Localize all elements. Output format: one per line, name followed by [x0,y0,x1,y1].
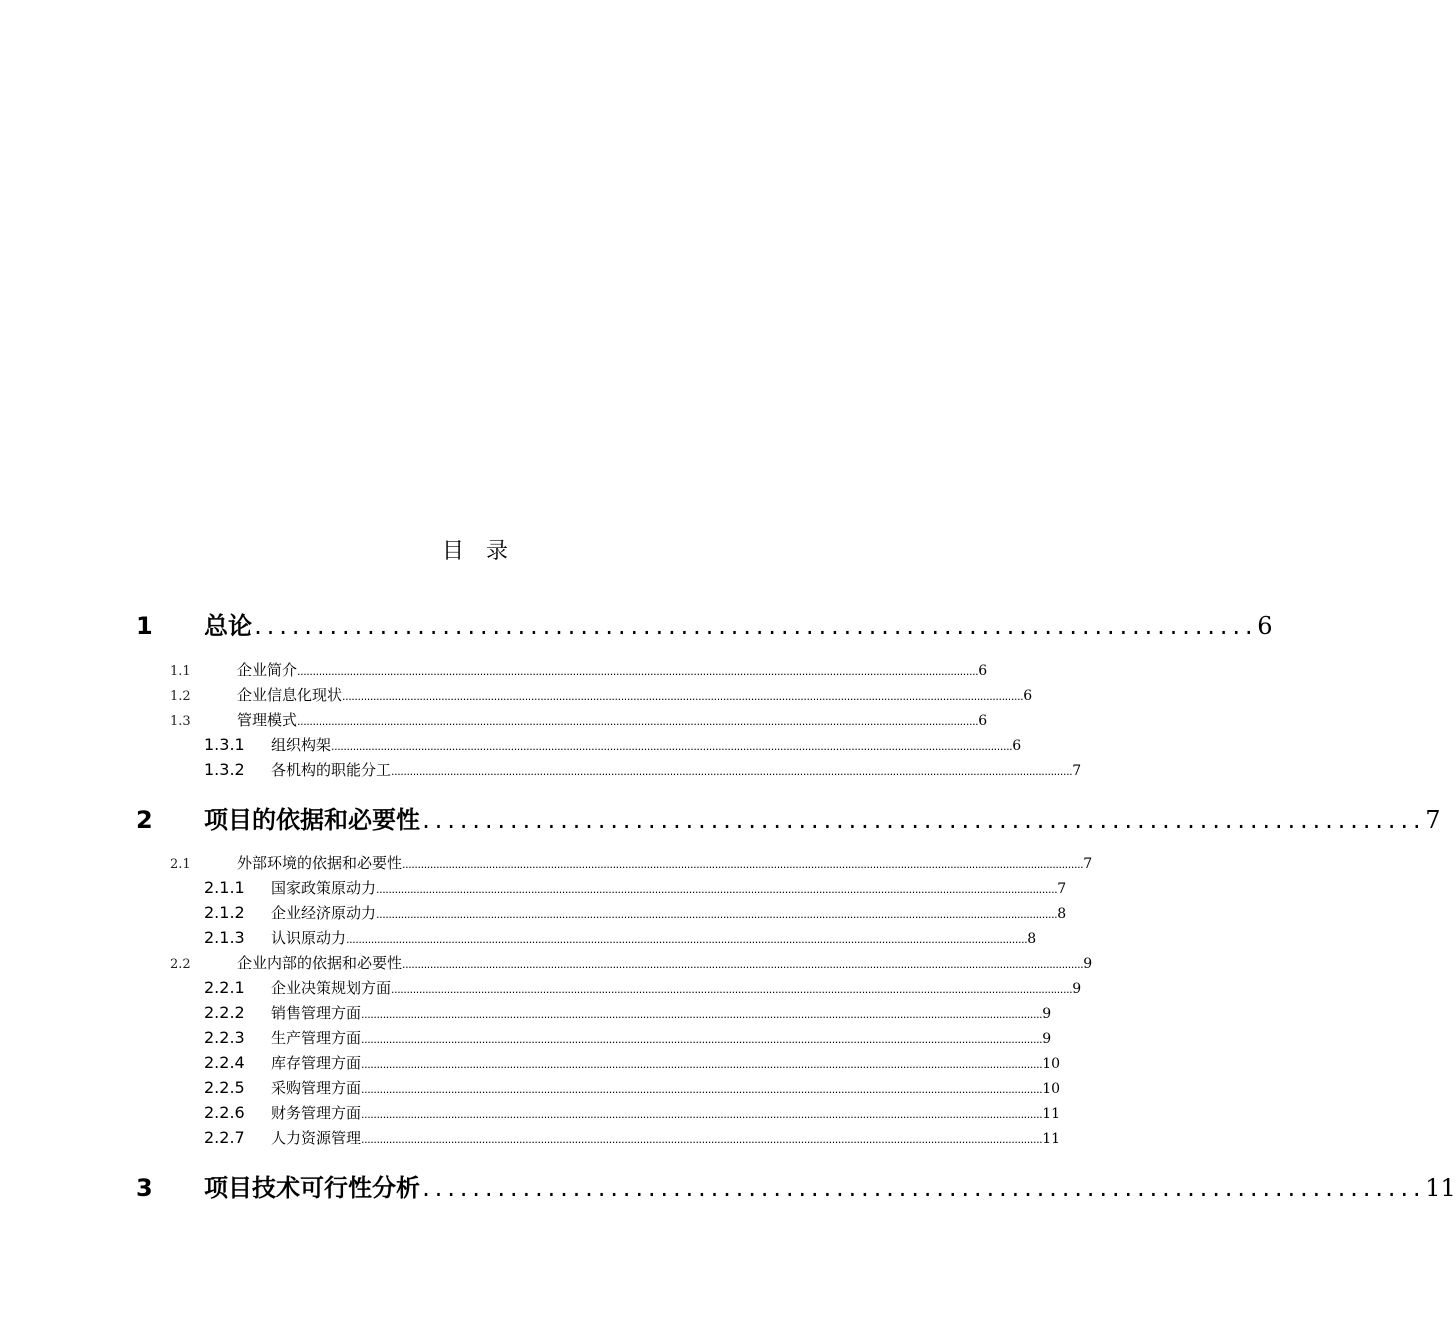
toc-dot-leader: ................................................................................ [252,615,1256,639]
toc-entry-level1[interactable] [136,1168,1456,1206]
toc-entry-number: 2.1.3 [204,928,245,947]
toc-dot-leader: ................................................................................ [420,1177,1424,1201]
toc-entry-title: 国家政策原动力 [271,879,377,897]
toc-entry-title: 认识原动力 [271,929,347,947]
toc-entry-level3[interactable] [204,1052,1061,1076]
toc-entry-page-number: 9 [1042,1006,1052,1022]
toc-entry-page-number: 6 [1023,688,1033,704]
toc-entry-page-number: 6 [978,713,988,729]
toc-entry-page-number: 11 [1042,1131,1061,1147]
toc-entry-number: 2 [136,806,153,834]
toc-entry-level2[interactable] [170,709,988,733]
toc-dot-leader: ............................................................................................................................................................................................................................ [361,1108,1043,1121]
toc-dot-leader: ............................................................................................................................................................................................................................ [376,883,1058,896]
toc-entry-level1[interactable] [136,800,1441,838]
toc-entry-number: 2.1.1 [204,878,245,897]
toc-entry-level3[interactable] [204,1127,1061,1151]
toc-entry-level3[interactable] [204,734,1022,758]
toc-entry-number: 1.3 [170,714,191,729]
toc-entry-title: 生产管理方面 [271,1029,362,1047]
toc-entry-level3[interactable] [204,902,1067,926]
toc-dot-leader: ............................................................................................................................................................................................................................ [361,1083,1043,1096]
toc-entry-number: 2.2.3 [204,1028,245,1047]
toc-dot-leader: ............................................................................................................................................................................................................................ [297,665,979,678]
toc-dot-leader: ............................................................................................................................................................................................................................ [346,933,1028,946]
toc-entry-level2[interactable] [170,852,1093,876]
toc-entry-page-number: 6 [978,663,988,679]
toc-entry-page-number: 6 [1257,612,1273,640]
toc-entry-level3[interactable] [204,927,1037,951]
toc-entry-title: 企业决策规划方面 [271,979,392,997]
toc-entry-title: 财务管理方面 [271,1104,362,1122]
toc-entry-number: 2.2.5 [204,1078,245,1097]
toc-entry-title: 企业简介 [237,661,298,679]
toc-entry-page-number: 11 [1425,1174,1456,1202]
toc-entry-title: 企业内部的依据和必要性 [237,954,403,972]
toc-entry-title: 组织构架 [271,736,332,754]
toc-entry-level1[interactable] [136,606,1273,644]
toc-dot-leader: ............................................................................................................................................................................................................................ [361,1008,1043,1021]
toc-dot-leader: ............................................................................................................................................................................................................................ [361,1133,1043,1146]
toc-entry-number: 2.2.2 [204,1003,245,1022]
toc-dot-leader: ............................................................................................................................................................................................................................ [402,958,1084,971]
toc-entry-title: 销售管理方面 [271,1004,362,1022]
toc-dot-leader: ............................................................................................................................................................................................................................ [391,765,1073,778]
toc-entry-page-number: 7 [1072,763,1082,779]
toc-entry-level3[interactable] [204,977,1082,1001]
toc-entry-level3[interactable] [204,1077,1061,1101]
toc-entry-page-number: 8 [1057,906,1067,922]
toc-entry-page-number: 10 [1042,1056,1061,1072]
toc-entry-number: 2.2.7 [204,1128,245,1147]
toc-entry-page-number: 7 [1057,881,1067,897]
toc-entry-page-number: 6 [1012,738,1022,754]
toc-entry-page-number: 9 [1042,1031,1052,1047]
toc-entry-number: 1.2 [170,689,191,704]
toc-dot-leader: ............................................................................................................................................................................................................................ [391,983,1073,996]
toc-entry-title: 项目技术可行性分析 [204,1174,420,1202]
toc-dot-leader: ............................................................................................................................................................................................................................ [361,1058,1043,1071]
toc-entry-page-number: 9 [1072,981,1082,997]
toc-entry-page-number: 9 [1083,956,1093,972]
toc-entry-title: 库存管理方面 [271,1054,362,1072]
toc-dot-leader: ............................................................................................................................................................................................................................ [361,1033,1043,1046]
toc-dot-leader: ................................................................................ [420,809,1424,833]
toc-entry-page-number: 10 [1042,1081,1061,1097]
toc-dot-leader: ............................................................................................................................................................................................................................ [342,690,1024,703]
toc-entry-level3[interactable] [204,1102,1061,1126]
toc-entry-level2[interactable] [170,659,988,683]
toc-entry-number: 3 [136,1174,153,1202]
toc-entry-number: 2.2 [170,957,191,972]
toc-entry-number: 1.3.1 [204,735,245,754]
toc-entry-title: 企业经济原动力 [271,904,377,922]
toc-entry-number: 1.3.2 [204,760,245,779]
toc-entry-title: 人力资源管理 [271,1129,362,1147]
toc-entry-title: 项目的依据和必要性 [204,806,420,834]
toc-entry-number: 1 [136,612,153,640]
toc-dot-leader: ............................................................................................................................................................................................................................ [376,908,1058,921]
toc-dot-leader: ............................................................................................................................................................................................................................ [297,715,979,728]
toc-entry-level3[interactable] [204,877,1067,901]
toc-entry-title: 外部环境的依据和必要性 [237,854,403,872]
toc-entry-page-number: 8 [1027,931,1037,947]
toc-entry-title: 采购管理方面 [271,1079,362,1097]
toc-entry-page-number: 7 [1425,806,1441,834]
toc-entry-title: 各机构的职能分工 [271,761,392,779]
toc-entry-number: 1.1 [170,664,191,679]
toc-entry-level3[interactable] [204,1002,1052,1026]
toc-entry-level2[interactable] [170,684,1033,708]
toc-entry-level3[interactable] [204,1027,1052,1051]
toc-entry-title: 管理模式 [237,711,298,729]
toc-entry-page-number: 7 [1083,856,1093,872]
toc-entry-level3[interactable] [204,759,1082,783]
toc-dot-leader: ............................................................................................................................................................................................................................ [331,740,1013,753]
toc-entry-page-number: 11 [1042,1106,1061,1122]
toc-entry-level2[interactable] [170,952,1093,976]
toc-entry-number: 2.1 [170,857,191,872]
toc-title: 目 录 [441,539,508,564]
toc-entry-title: 企业信息化现状 [237,686,343,704]
toc-entry-number: 2.2.1 [204,978,245,997]
toc-dot-leader: ............................................................................................................................................................................................................................ [402,858,1084,871]
toc-entry-number: 2.1.2 [204,903,245,922]
toc-entry-number: 2.2.6 [204,1103,245,1122]
toc-entry-number: 2.2.4 [204,1053,245,1072]
toc-entry-title: 总论 [204,612,252,640]
